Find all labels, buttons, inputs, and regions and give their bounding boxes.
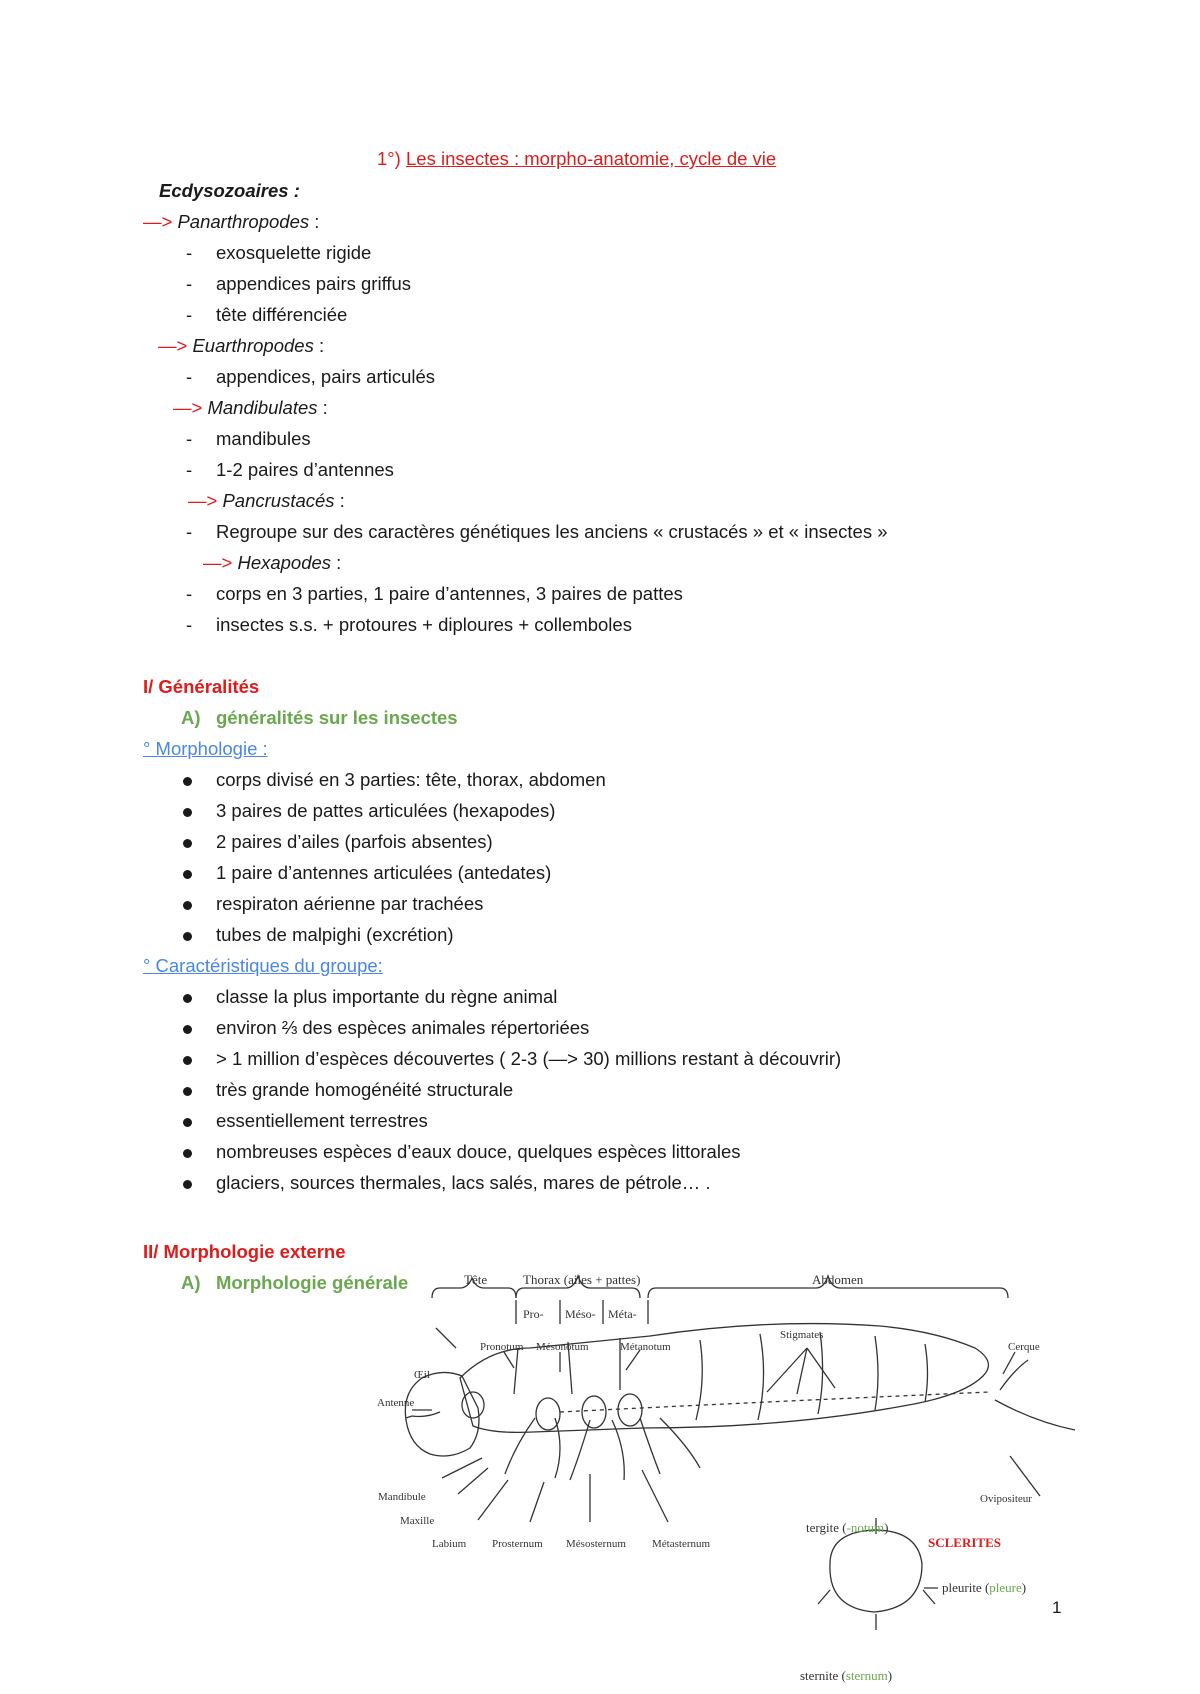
label-thorax: Thorax (ailes + pattes): [523, 1272, 641, 1287]
label-tergite: tergite (-notum): [806, 1520, 889, 1535]
segment-meta: Méta-: [608, 1307, 637, 1321]
sclerites-title: SCLERITES: [928, 1535, 1001, 1550]
segment-pro: Pro-: [523, 1307, 544, 1321]
label-pleurite: pleurite (pleure): [942, 1580, 1027, 1595]
label-prosternum: Prosternum: [492, 1538, 543, 1550]
label-tete: Tête: [464, 1272, 488, 1287]
mandibulates-label: —> Mandibulates :: [173, 397, 328, 418]
segment-meso: Méso-: [565, 1307, 596, 1321]
characteristics-label: ° Caractéristiques du groupe:: [143, 955, 383, 976]
ecdysozoaires-label: Ecdysozoaires :: [159, 180, 300, 201]
label-mesonotum: Mésonotum: [536, 1341, 589, 1353]
label-ovipositeur: Ovipositeur: [980, 1493, 1032, 1505]
label-antenne: Antenne: [377, 1397, 415, 1409]
label-pronotum: Pronotum: [480, 1341, 524, 1353]
label-labium: Labium: [432, 1538, 467, 1550]
label-cerque: Cerque: [1008, 1341, 1040, 1353]
label-abdomen: Abdomen: [812, 1272, 864, 1287]
label-metasternum: Métasternum: [652, 1538, 711, 1550]
panarthropodes-label: —> Panarthropodes :: [143, 211, 320, 232]
label-mesosternum: Mésosternum: [566, 1538, 626, 1550]
label-sternite: sternite (sternum): [800, 1668, 893, 1683]
hexapodes-label: —> Hexapodes :: [203, 552, 342, 573]
section1-heading: I/ Généralités: [143, 676, 260, 697]
section2-subheading: A) Morphologie générale: [181, 1272, 409, 1293]
title-number: 1°): [377, 148, 406, 169]
morphology-label: ° Morphologie :: [143, 738, 268, 759]
pancrustaces-label: —> Pancrustacés :: [188, 490, 345, 511]
page-number: 1: [1052, 1598, 1062, 1617]
section2-heading: II/ Morphologie externe: [143, 1241, 346, 1262]
label-oeil: Œil: [414, 1369, 430, 1381]
euarthropodes-label: —> Euarthropodes :: [158, 335, 325, 356]
label-metanotum: Métanotum: [620, 1341, 671, 1353]
label-mandibule: Mandibule: [378, 1491, 426, 1503]
label-stigmates: Stigmates: [780, 1329, 824, 1341]
section1-subheading: A) généralités sur les insectes: [181, 707, 458, 728]
label-maxille: Maxille: [400, 1515, 435, 1527]
title-text: Les insectes : morpho-anatomie, cycle de vie: [406, 148, 777, 169]
